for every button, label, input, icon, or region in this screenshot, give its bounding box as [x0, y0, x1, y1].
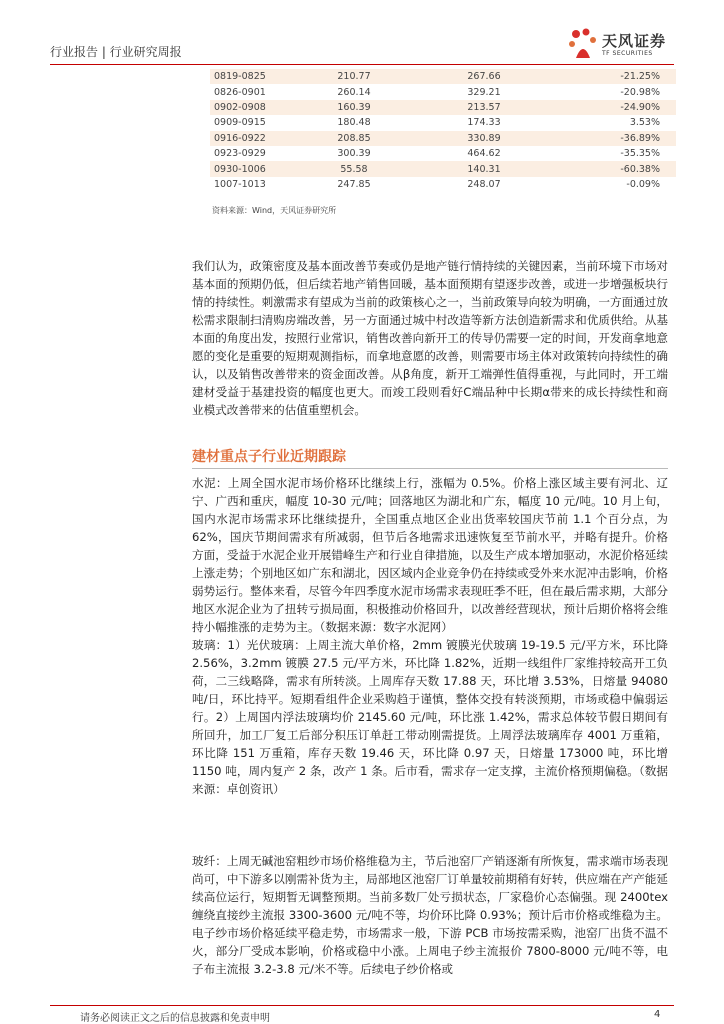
header-divider	[50, 64, 674, 65]
table-cell-period: 0902-0908	[210, 100, 294, 115]
fiberglass-text: 上周无碱池窑粗纱市场价格维稳为主，节后池窑厂产销逐渐有所恢复，需求端市场表现尚可，中下游多以刚需补货为主，局部地区池窑厂订单量较前期稍有好转，供应端在产产能延续高位运行，短期暂无调整预期。当前多数厂处亏损状态，厂家稳价心态偏强。现 2400tex 缠绕直接纱主流报 3300-3600 元/吨不等，均价环比降 0.93%；预计后市价格或维稳为主。电子纱市场价格延续平稳走势，市场需求一般，下游 PCB 市场按需采购，池窑厂出货不温不火，部分厂受成本影响，价格或稳中小涨。上周电子纱主流报价 7800-8000 元/吨不等，电子布主流报 3.2-3.8 元/米不等。后续电子纱价格或	[192, 854, 668, 976]
table-cell-value-b: 140.31	[414, 161, 554, 176]
table-row	[210, 146, 676, 161]
logo-mark-icon	[566, 26, 600, 62]
table-cell-period: 0826-0901	[214, 86, 266, 98]
table-cell-change: -35.35%	[620, 148, 660, 160]
table-cell-value-b: 267.66	[414, 69, 554, 84]
report-type-label: 行业报告 | 行业研究周报	[50, 45, 182, 59]
footer-divider	[50, 1005, 674, 1006]
section-title: 建材重点子行业近期跟踪	[192, 449, 346, 465]
table-row	[210, 84, 676, 99]
section-divider	[192, 468, 668, 469]
table-cell-change: -20.98%	[620, 86, 660, 98]
table-cell-value-a: 260.14	[337, 86, 371, 98]
table-source-note: 资料来源：Wind，天风证券研究所	[212, 206, 337, 215]
table-cell-value-b: 464.62	[467, 148, 501, 160]
table-cell-value-b: 213.57	[414, 100, 554, 115]
table-row	[210, 177, 676, 192]
logo-english-name: TF SECURITIES	[602, 50, 653, 57]
table-cell-value-b: 330.89	[414, 131, 554, 146]
table-row	[210, 131, 676, 146]
table-row	[210, 100, 676, 115]
table-cell-period: 0916-0922	[210, 131, 294, 146]
glass-paragraph	[192, 636, 668, 798]
sales-area-table	[210, 69, 676, 192]
analysis-paragraph: 我们认为，政策密度及基本面改善节奏或仍是地产链行情持续的关键因素，当前环境下市场对基本面的预期仍低，但后续若地产销售回暖，基本面预期有望逐步改善，或进一步增强板块行情的持续性。刺激需求有望成为当前的政策核心之一，当前政策导向较为明确，一方面通过放松需求限制扫清购房端改善，另一方面通过城中村改造等新方法创造新需求和优质供给。从基本面的角度出发，按照行业常识，销售改善向新开工的传导仍需要一定的时间，开发商拿地意愿的变化是重要的短期观测指标，而拿地意愿的改善，则需要市场主体对政策转向持续性的确认，以及销售改善带来的资金面改善。从β角度，新开工端弹性值得重视，与此同时，开工端建材受益于基建投资的幅度也更大。而竣工段则看好C端品种中长期α带来的成长持续性和商业模式改善带来的估值重塑机会。	[192, 259, 668, 417]
table-cell-value-a: 210.77	[294, 69, 414, 84]
table-cell-change: -60.38%	[554, 161, 676, 176]
table-row	[210, 115, 676, 130]
table-cell-change: -36.89%	[554, 131, 676, 146]
table-cell-change: -21.25%	[554, 69, 676, 84]
table-cell-value-a: 160.39	[294, 100, 414, 115]
table-cell-value-b: 248.07	[467, 178, 501, 190]
table-cell-period: 0909-0915	[214, 117, 266, 129]
table-cell-change: -24.90%	[554, 100, 676, 115]
table-cell-period: 0923-0929	[214, 148, 266, 160]
cement-paragraph	[192, 474, 668, 636]
table-cell-value-a: 55.58	[294, 161, 414, 176]
table-cell-change: 3.53%	[629, 117, 660, 129]
table-row	[210, 69, 676, 84]
table-cell-value-a: 300.39	[337, 148, 371, 160]
logo-chinese-name: 天风证券	[602, 32, 667, 50]
table-cell-period: 1007-1013	[214, 178, 266, 190]
fiberglass-label: 玻纤：	[192, 854, 227, 868]
fiberglass-paragraph	[192, 852, 668, 978]
table-row	[210, 161, 676, 176]
cement-text: 上周全国水泥市场价格环比继续上行，涨幅为 0.5%。价格上涨区域主要有河北、辽宁、广西和重庆，幅度 10-30 元/吨；回落地区为湖北和广东，幅度 10 元/吨。10 月上旬，国内水泥市场需求环比继续提升，全国重点地区企业出货率较国庆节前 1.1 个百分点，为 62%，国庆节期间需求有所减弱，但节后各地需求迅速恢复至节前水平，并略有提升。价格方面，受益于水泥企业开展错峰生产和行业自律措施，以及生产成本增加驱动，水泥价格延续上涨走势；个别地区如广东和湖北，因区域内企业竞争仍在持续或受外来水泥冲击影响，价格弱势运行。整体来看，尽管今年四季度水泥市场需求表现旺季不旺，但在最后需求期，大部分地区水泥企业为了扭转亏损局面，积极推动价格回升，以改善经营现状，预计后期价格将会维持小幅推涨的走势为主。（数据来源：数字水泥网）	[192, 476, 668, 634]
cement-label: 水泥：	[192, 476, 228, 490]
table-cell-value-b: 329.21	[467, 86, 501, 98]
table-cell-value-a: 180.48	[337, 117, 371, 129]
table-cell-value-a: 208.85	[294, 131, 414, 146]
page-number: 4	[654, 1009, 661, 1020]
table-cell-period: 0819-0825	[210, 69, 294, 84]
glass-text: 1）光伏玻璃：上周主流大单价格，2mm 镀膜光伏玻璃 19-19.5 元/平方米，环比降 2.56%，3.2mm 镀膜 27.5 元/平方米，环比降 1.82%，近期一线组件厂家维持较高开工负荷，二三线略降，需求有所转淡。上周库存天数 17.88 天，环比增 3.53%，日熔量 94080 吨/日，环比持平。短期看组件企业采购趋于谨慎，整体交投有转淡预期，市场或稳中偏弱运行。2）上周国内浮法玻璃均价 2145.60 元/吨，环比涨 1.42%，需求总体较节假日期间有所回升，加工厂复工后部分积压订单赶工带动刚需提货。上周浮法玻璃库存 4001 万重箱，环比降 151 万重箱，库存天数 19.46 天，环比降 0.97 天，日熔量 173000 吨，环比增 1150 吨，周内复产 2 条，改产 1 条。后市看，需求存一定支撑，主流价格预期偏稳。（数据来源：卓创资讯）	[192, 638, 668, 796]
table-cell-period: 0930-1006	[210, 161, 294, 176]
table-cell-value-b: 174.33	[467, 117, 501, 129]
table-cell-value-a: 247.85	[337, 178, 371, 190]
disclaimer-text: 请务必阅读正文之后的信息披露和免责申明	[80, 1013, 270, 1024]
glass-label: 玻璃：	[192, 638, 228, 652]
company-logo	[566, 26, 686, 66]
table-cell-change: -0.09%	[626, 178, 660, 190]
